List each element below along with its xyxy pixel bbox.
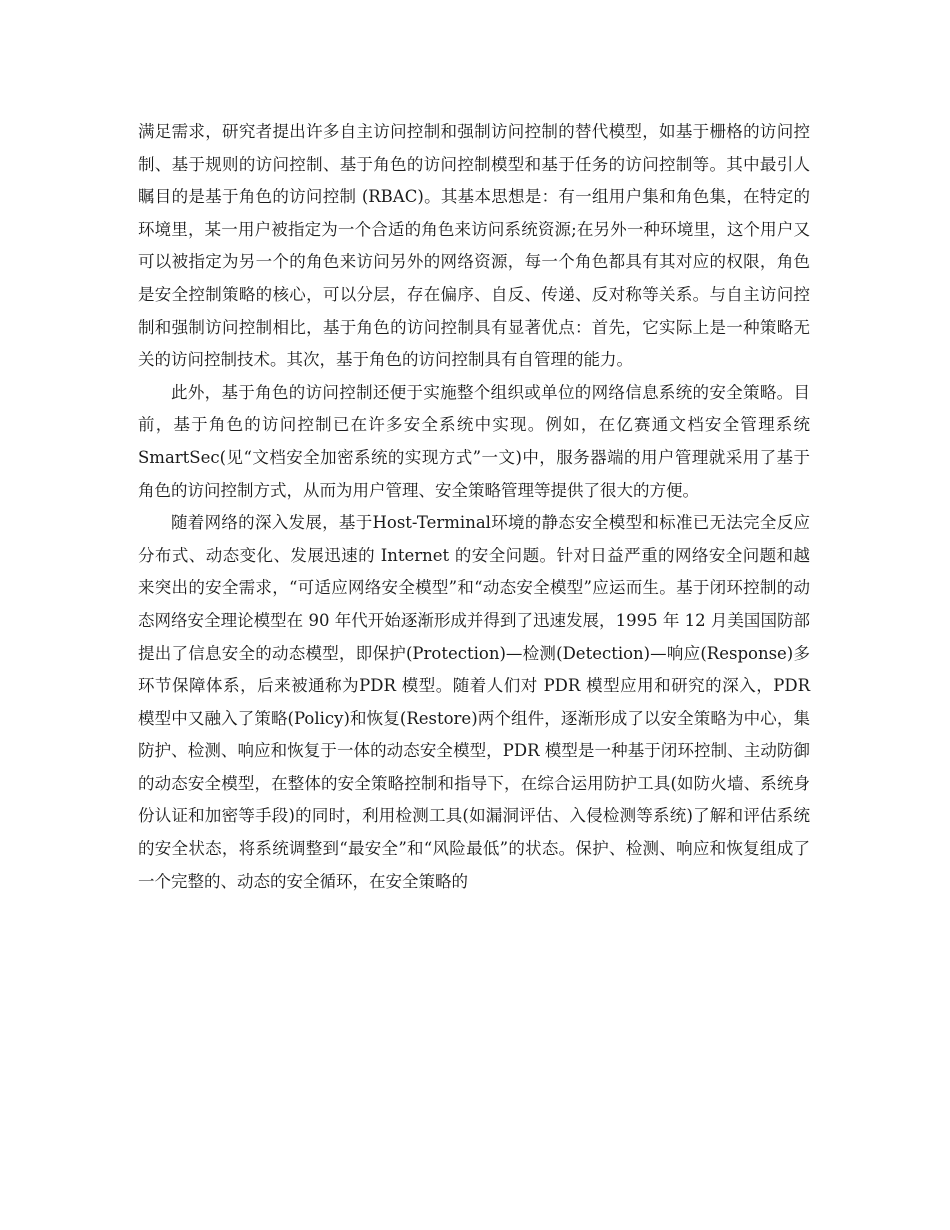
paragraph-3: 随着网络的深入发展，基于Host-Terminal环境的静态安全模型和标准已无法完全反应分布式、动态变化、发展迅速的 Internet 的安全问题。针对日益严重的网络安全问题和越来突出的安全需求，“可适应网络安全模型”和“动态安全模型”应运而生。基于闭环控制的动态网络安全理论模型在 90 年代开始逐渐形成并得到了迅速发展，1995 年 12 月美国国防部提出了信息安全的动态模型，即保护(Protection)—检测(Detection)—响应(Response)多环节保障体系，后来被通称为PDR 模型。随着人们对 PDR 模型应用和研究的深入，PDR 模型中又融入了策略(Policy)和恢复(Restore)两个组件，逐渐形成了以安全策略为中心，集防护、检测、响应和恢复于一体的动态安全模型，PDR 模型是一种基于闭环控制、主动防御的动态安全模型，在整体的安全策略控制和指导下，在综合运用防护工具(如防火墙、系统身份认证和加密等手段)的同时，利用检测工具(如漏洞评估、入侵检测等系统)了解和评估系统的安全状态，将系统调整到“最安全”和“风险最低”的状态。保护、检测、响应和恢复组成了一个完整的、动态的安全循环，在安全策略的 [138,513,810,891]
paragraph-2: 此外，基于角色的访问控制还便于实施整个组织或单位的网络信息系统的安全策略。目前，基于角色的访问控制已在许多安全系统中实现。例如，在亿赛通文档安全管理系统SmartSec(见“文档安全加密系统的实现方式”一文)中，服务器端的用户管理就采用了基于角色的访问控制方式，从而为用户管理、安全策略管理等提供了很大的方便。 [138,382,810,500]
body-text [138,116,810,898]
paragraph-1: 满足需求，研究者提出许多自主访问控制和强制访问控制的替代模型，如基于栅格的访问控制、基于规则的访问控制、基于角色的访问控制模型和基于任务的访问控制等。其中最引人瞩目的是基于角色的访问控制 (RBAC)。其基本思想是：有一组用户集和角色集，在特定的环境里，某一用户被指定为一个合适的角色来访问系统资源;在另外一种环境里，这个用户又可以被指定为另一个的角色来访问另外的网络资源，每一个角色都具有其对应的权限，角色是安全控制策略的核心，可以分层，存在偏序、自反、传递、反对称等关系。与自主访问控制和强制访问控制相比，基于角色的访问控制具有显著优点：首先，它实际上是一种策略无关的访问控制技术。其次，基于角色的访问控制具有自管理的能力。 [138,122,810,370]
